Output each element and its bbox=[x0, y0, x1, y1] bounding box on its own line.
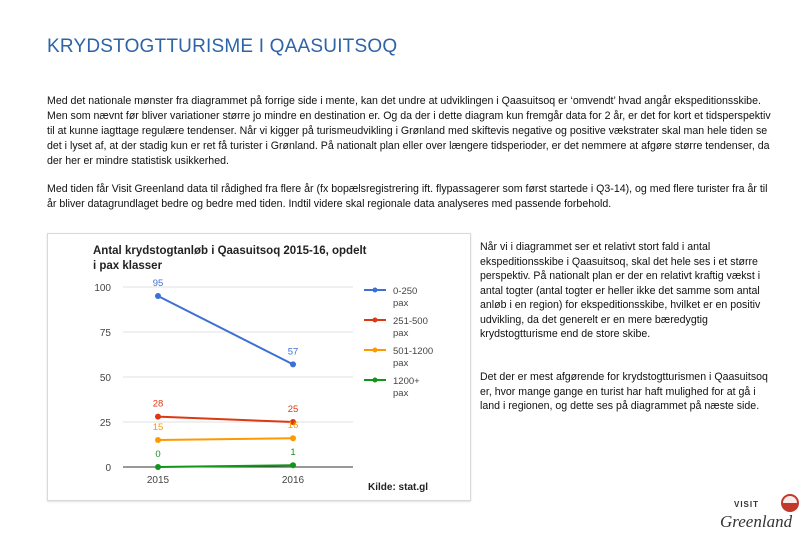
side-text-2: Det der er mest afgørende for krydstogtturismen i Qaasuitsoq er, hvor mange gange en turist har haft mulighed for at gå i land i regionen, og dette ses på diagrammet på næste side. bbox=[480, 371, 768, 412]
data-label: 25 bbox=[287, 404, 299, 415]
legend-label: 501-1200 bbox=[393, 346, 434, 357]
data-point bbox=[290, 435, 296, 441]
data-note-paragraph: Med tiden får Visit Greenland data til rådighed fra flere år (fx bopælsregistrering ift. flypassagerer som først startede i Q3-14), og med flere turister fra år til år bliver datagrundlaget bedre og bedre med tiden. Indtil videre skal regionale data analyseres med passende forbehold. bbox=[47, 183, 768, 210]
logo-greenland-text: Greenland bbox=[720, 512, 793, 531]
data-label: 15 bbox=[152, 422, 164, 433]
y-tick-label: 25 bbox=[99, 418, 111, 429]
data-label: 0 bbox=[155, 449, 161, 460]
y-tick-label: 0 bbox=[105, 463, 111, 474]
legend-marker bbox=[373, 378, 378, 383]
data-label: 1 bbox=[290, 447, 296, 459]
y-tick-label: 75 bbox=[99, 328, 111, 339]
legend-label-unit: pax bbox=[393, 358, 409, 369]
legend-label-unit: pax bbox=[393, 328, 409, 339]
data-point bbox=[290, 361, 296, 367]
y-tick-label: 100 bbox=[94, 283, 111, 294]
series-line-0-250 bbox=[158, 296, 293, 364]
data-point bbox=[155, 414, 161, 420]
legend-label: 251-500 bbox=[393, 316, 428, 327]
data-label: 57 bbox=[287, 346, 299, 358]
visit-greenland-logo bbox=[718, 490, 806, 536]
x-tick-label: 2015 bbox=[146, 475, 170, 486]
side-text-1: Når vi i diagrammet ser et relativt stort fald i antal ekspeditionsskibe i Qaasuitsoq, skal det hele ses i et større perspektiv. På nationalt plan er der en relativt kraftig vækst i antal togter (antal togter er heller ikke det samme som antal anløb i en region) for ekspeditionsskibe, hvilket er en positiv udvikling, da det generelt er en mere bæredygtig krydstogtturisme end de store skibe. bbox=[480, 241, 761, 340]
data-point bbox=[155, 464, 161, 470]
legend-marker bbox=[373, 318, 378, 323]
data-point bbox=[290, 462, 296, 468]
chart-title-line1: Antal krydstogtanløb i Qaasuitsoq 2015-16, opdelt bbox=[93, 245, 367, 257]
logo-visit-text: VISIT bbox=[734, 500, 760, 509]
series-line-501-1200 bbox=[158, 438, 293, 440]
series-line-251-500 bbox=[158, 417, 293, 422]
legend-label-unit: pax bbox=[393, 298, 409, 309]
legend-label-unit: pax bbox=[393, 388, 409, 399]
data-label: 95 bbox=[152, 278, 164, 289]
chart-title-line2: i pax klasser bbox=[93, 260, 163, 272]
legend-marker bbox=[373, 288, 378, 293]
line-chart bbox=[48, 234, 470, 500]
data-point bbox=[155, 437, 161, 443]
data-label: 28 bbox=[152, 398, 164, 410]
data-label: 16 bbox=[287, 420, 299, 432]
page-title: KRYDSTOGTTURISME I QAASUITSOQ bbox=[47, 36, 398, 57]
legend-marker bbox=[373, 348, 378, 353]
legend-label: 0-250 bbox=[393, 286, 418, 297]
data-point bbox=[155, 293, 161, 299]
x-tick-label: 2016 bbox=[281, 475, 305, 486]
chart-card bbox=[47, 233, 471, 501]
y-tick-label: 50 bbox=[99, 373, 111, 384]
chart-source: Kilde: stat.gl bbox=[368, 482, 429, 493]
intro-paragraph: Med det nationale mønster fra diagrammet på forrige side i mente, kan det undre at udviklingen i Qaasuitsoq er ‘omvendt’ hvad angår ekspeditionsskibe. Men som nævnt før bliver variationer større jo mindre en destination er. Og da der i dette diagram kun fremgår data for 2 år, er det for kort et tidsperspektiv til at kunne iagttage regulære tendenser. Når vi kigger på turismeudvikling i Grønland med skiftevis negative og positive vækstrater skal man hele tiden se det i lyset af, at der stadig kun er ret få turister i Grønland. På nationalt plan eller over længere tidsperioder, er det nemmere at afgøre større tendenser, da der her er mindre statistisk usikkerhed. bbox=[47, 95, 771, 167]
legend-label: 1200+ bbox=[393, 376, 420, 387]
